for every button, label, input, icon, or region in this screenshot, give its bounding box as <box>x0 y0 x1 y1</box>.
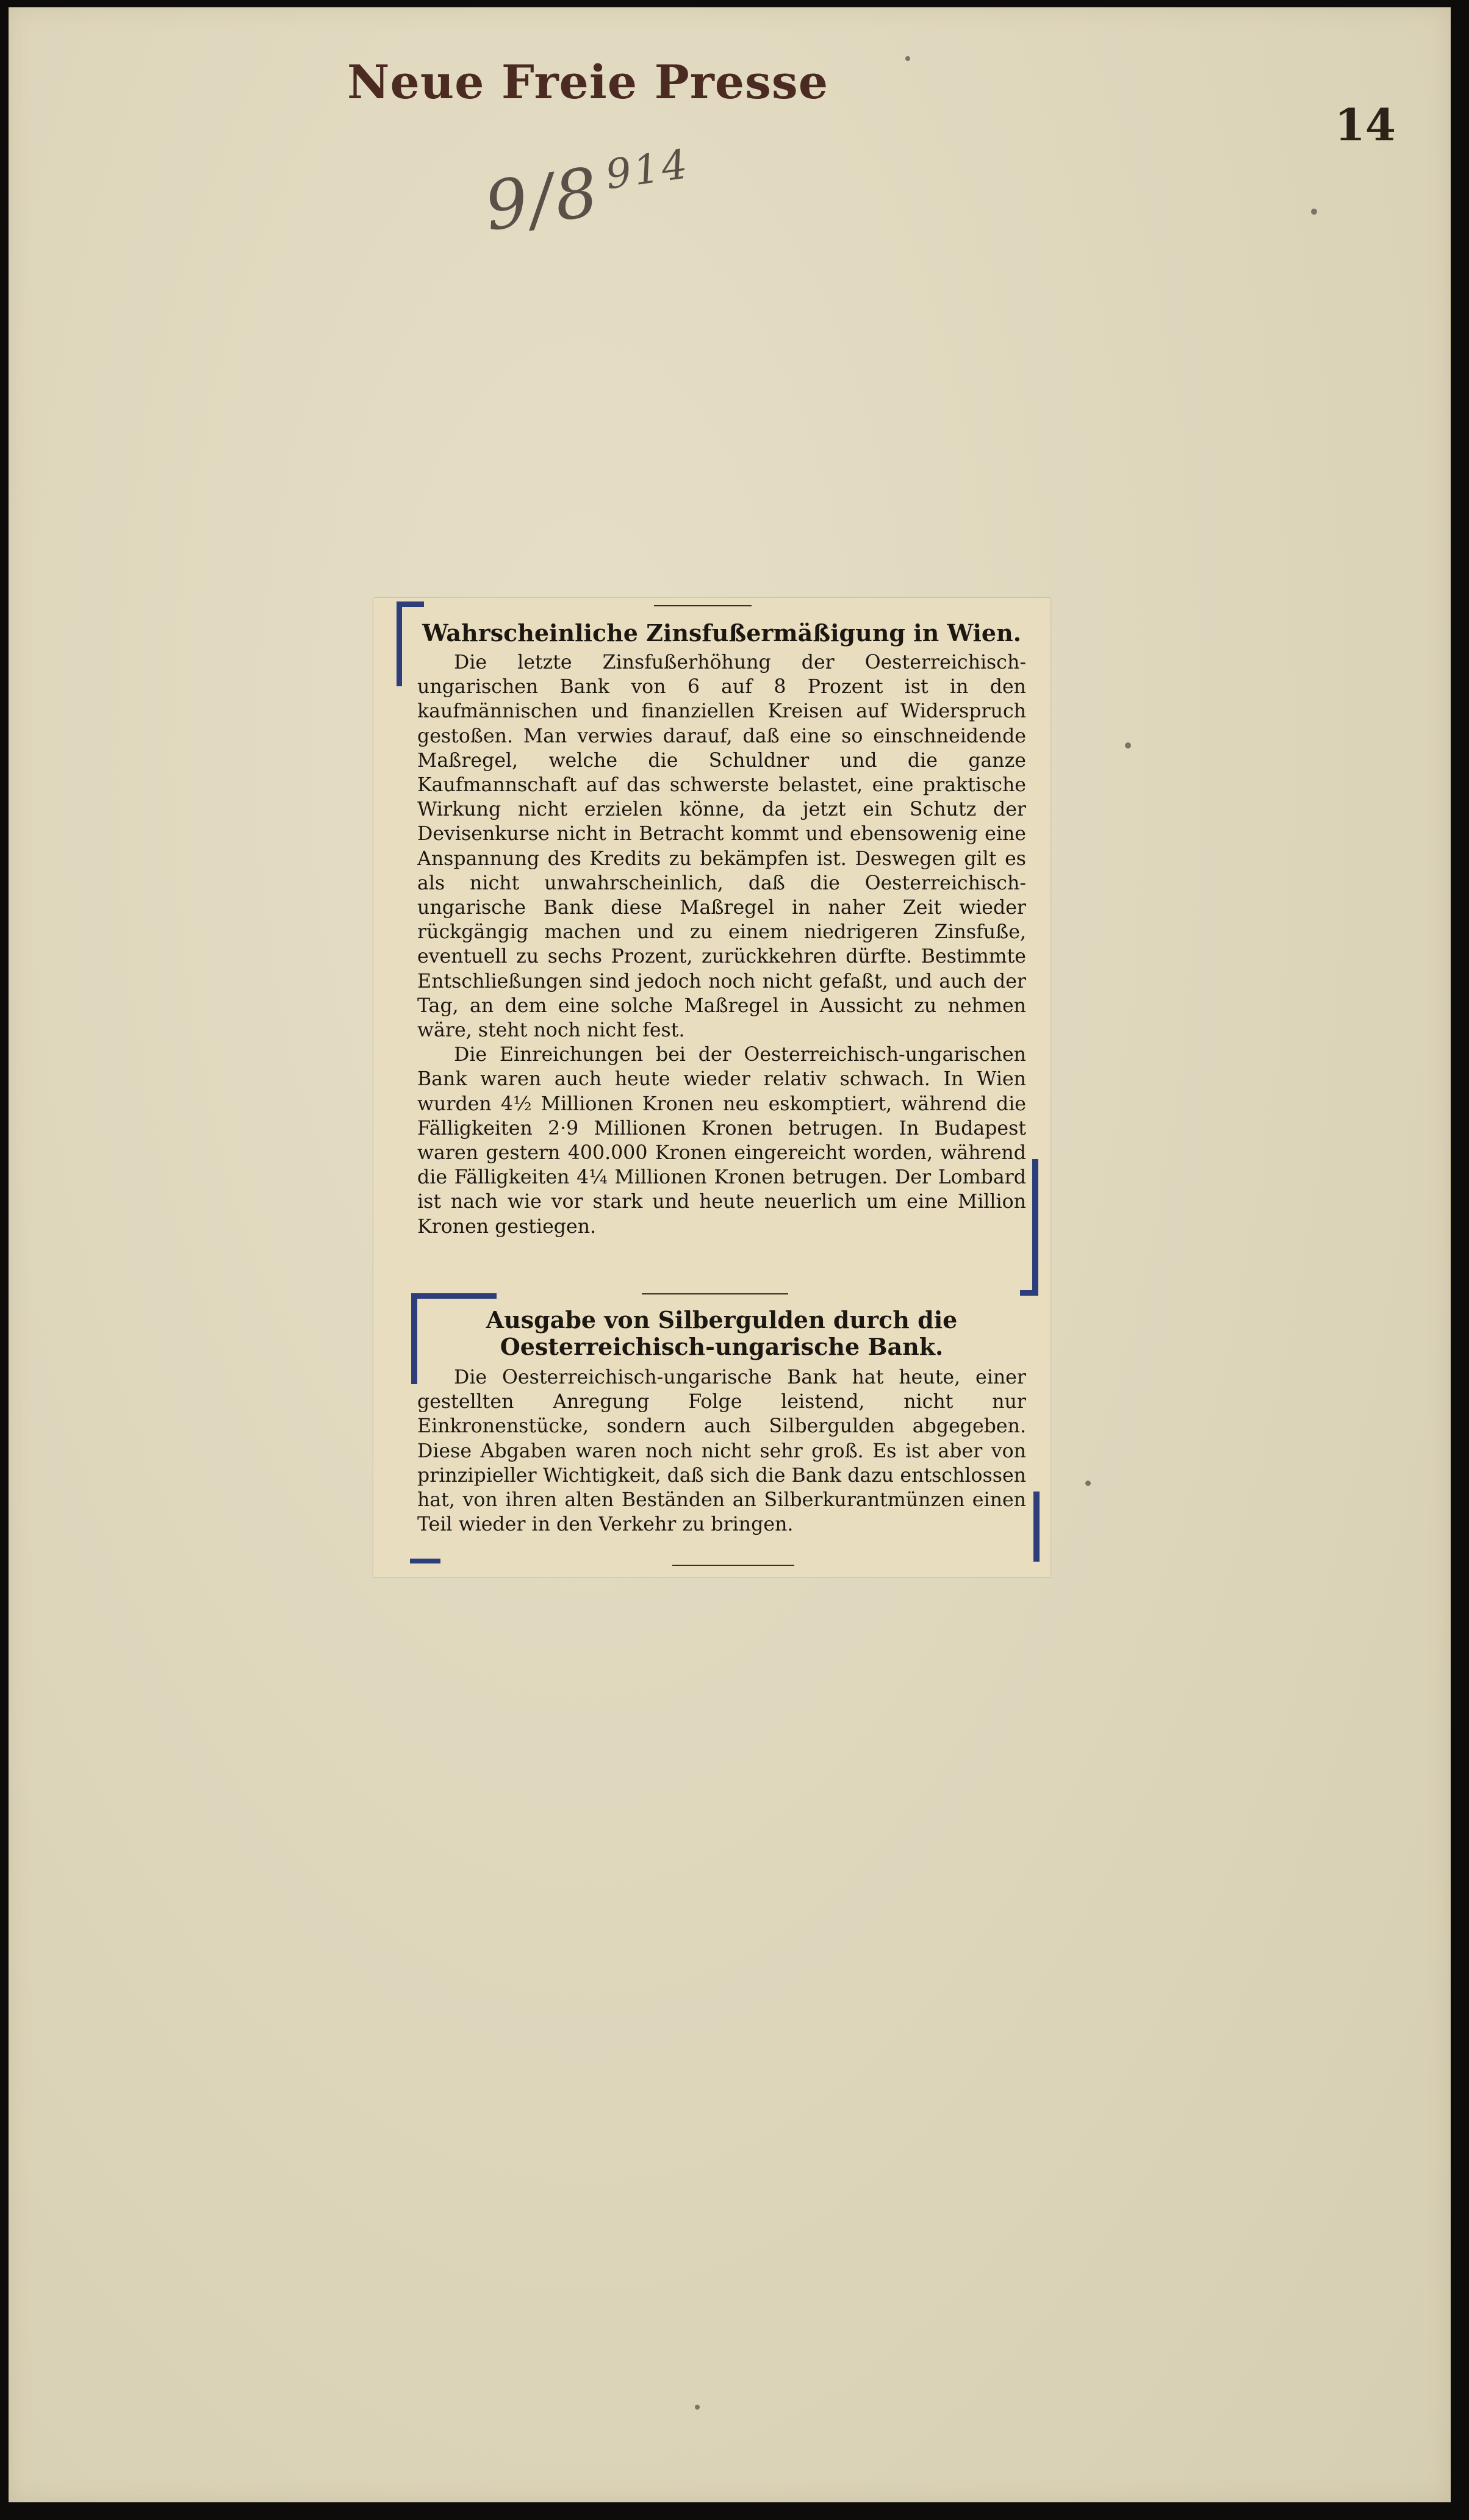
page-number: 14 <box>1334 99 1396 151</box>
handwritten-date-day-month: 9/8 <box>479 153 605 246</box>
article-2-body <box>417 1365 1026 1537</box>
paper-speck <box>1125 742 1131 748</box>
article-1-paragraph-1: Die letzte Zinsfußerhöhung der Oesterreichisch-ungarischen Bank von 6 auf 8 Prozent ist in den kaufmännischen und finanziellen Kreisen auf Widerspruch gestoßen. Man verwies darauf, daß eine so einschneidende Maßregel, welche die Schuldner und die ganze Kaufmannschaft auf das schwerste belastet, eine praktische Wirkung nicht erzielen könne, da jetzt ein Schutz der Devisenkurse nicht in Betracht kommt und ebensowenig eine Anspannung des Kredits zu bekämpfen ist. Deswegen gilt es als nicht unwahrscheinlich, daß die Oesterreichisch-ungarische Bank diese Maßregel in naher Zeit wieder rückgängig machen und zu einem niedrigeren Zinsfuße, eventuell zu sechs Prozent, zurückkehren dürfte. Bestimmte Entschließungen sind jedoch noch nicht gefaßt, und auch der Tag, an dem eine solche Maßregel in Aussicht zu nehmen wäre, steht noch nicht fest. <box>417 652 1026 1042</box>
article-2-headline: Ausgabe von Silbergulden durch die Oesterreichisch-ungarische Bank. <box>486 1306 958 1360</box>
handwritten-date-year: 914 <box>602 140 693 199</box>
pencil-bracket-bottom-left <box>410 1522 440 1563</box>
pencil-bracket-right-article-1 <box>1020 1159 1038 1296</box>
article-2-paragraph-1: Die Oesterreichisch-ungarische Bank hat heute, einer gestellten Anregung Folge leistend, nicht nur Einkronenstücke, sondern auch Silbergulden abgegeben. Diese Abgaben waren noch nicht sehr groß. Es ist aber von prinzipieller Wichtigkeit, daß sich die Bank dazu entschlossen hat, von ihren alten Beständen an Silberkurantmünzen einen Teil wieder in den Verkehr zu bringen. <box>417 1366 1026 1536</box>
newspaper-clipping <box>373 598 1051 1577</box>
pencil-bracket-top-left <box>397 601 424 686</box>
pencil-bracket-bottom-right <box>1021 1492 1040 1562</box>
article-2 <box>417 1307 1026 1537</box>
paper-speck <box>1311 209 1317 215</box>
article-1 <box>417 620 1026 1239</box>
top-rule <box>654 605 752 606</box>
paper-speck <box>1085 1481 1091 1486</box>
paper-speck <box>695 2405 700 2410</box>
pencil-bracket-left-article-2 <box>411 1293 497 1384</box>
article-divider <box>642 1293 788 1294</box>
article-1-headline: Wahrscheinliche Zinsfußermäßigung in Wien. <box>422 619 1021 647</box>
bottom-rule <box>672 1565 794 1566</box>
newspaper-title: Neue Freie Presse <box>347 55 829 109</box>
article-1-body <box>417 650 1026 1239</box>
article-1-paragraph-2: Die Einreichungen bei der Oesterreichisch-ungarischen Bank waren auch heute wieder relativ schwach. In Wien wurden 4½ Millionen Kronen neu eskomptiert, während die Fälligkeiten 2·9 Millionen Kronen betrugen. In Budapest waren gestern 400.000 Kronen eingereicht worden, während die Fälligkeiten 4¼ Millionen Kronen betrugen. Der Lombard ist nach wie vor stark und heute neuerlich um eine Million Kronen gestiegen. <box>417 1044 1026 1238</box>
handwritten-date <box>480 140 697 246</box>
paper-speck <box>905 56 910 61</box>
